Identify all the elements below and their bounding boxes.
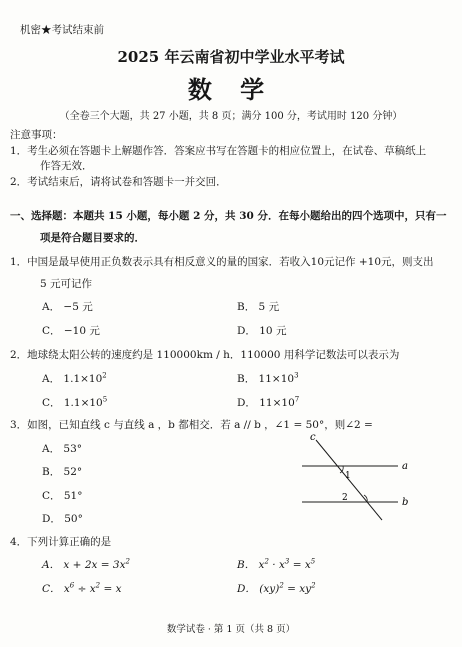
section-heading: 一、选择题：本题共 15 小题，每小题 2 分，共 30 分．在每小题给出的四个选项中，只有一 (10, 210, 447, 222)
label-c: c (310, 432, 316, 443)
question-4-option-d: D． $(xy)^2 = xy^2$ (237, 581, 316, 595)
question-4-stem: 4．下列计算正确的是 (10, 536, 112, 548)
label-a: a (402, 461, 408, 472)
exam-title: 2025 年云南省初中学业水平考试 (117, 48, 345, 66)
label-angle-2: 2 (342, 493, 348, 503)
page-footer: 数学试卷 · 第 1 页（共 8 页） (166, 624, 296, 635)
secret-label: 机密★考试结束前 (20, 24, 104, 36)
question-3-option-b: B． 52° (42, 466, 83, 478)
label-b: b (402, 497, 409, 508)
note-item: 作答无效． (40, 160, 93, 172)
question-3-option-d: D． 50° (42, 513, 83, 525)
question-1-stem: 1．中国是最早使用正负数表示具有相反意义的量的国家．若收入10元记作 +10元，则支出 (10, 256, 434, 268)
geometry-figure (290, 430, 420, 526)
exam-info: （全卷三个大题，共 27 小题，共 8 页；满分 100 分，考试用时 120 分钟） (59, 111, 403, 122)
section-heading-cont: 项是符合题目要求的． (40, 232, 145, 244)
question-4-option-c: C． $x^6 \div x^2 = x$ (42, 581, 122, 595)
subject-title: 数 学 (187, 75, 275, 104)
question-1-option-a: A． −5 元 (42, 301, 93, 313)
question-2-option-a: A． $1.1\times 10^2$ (42, 371, 107, 385)
question-2-option-b: B． $11\times 10^3$ (237, 371, 299, 385)
note-item: 2．考试结束后，请将试卷和答题卡一并交回． (10, 176, 227, 188)
question-3-option-c: C． 51° (42, 490, 83, 502)
question-4-option-a: A． $x + 2x = 3x^2$ (42, 557, 130, 571)
question-1-option-c: C． −10 元 (42, 325, 100, 337)
notes-heading: 注意事项： (10, 129, 63, 141)
question-3-option-a: A． 53° (42, 443, 83, 455)
question-1-option-d: D． 10 元 (237, 325, 287, 337)
question-3-stem: 3．如图，已知直线 c 与直线 a ，b 都相交．若 a // b ，∠1 = 50°，则∠2 = (10, 419, 373, 431)
question-4-option-b: B． $x^2 \cdot x^3 = x^5$ (237, 557, 316, 571)
question-2-option-c: C． $1.1\times 10^5$ (42, 395, 108, 409)
question-2-option-d: D． $11\times 10^7$ (237, 395, 300, 409)
note-item: 1．考生必须在答题卡上解题作答．答案应书写在答题卡的相应位置上，在试卷、草稿纸上 (10, 145, 427, 157)
question-2-stem: 2．地球绕太阳公转的速度约是 110000km / h．110000 用科学记数法可以表示为 (10, 349, 400, 361)
label-angle-1: 1 (345, 471, 351, 481)
question-1-stem-cont: 5 元可记作 (40, 278, 93, 290)
question-1-option-b: B． 5 元 (237, 301, 280, 313)
